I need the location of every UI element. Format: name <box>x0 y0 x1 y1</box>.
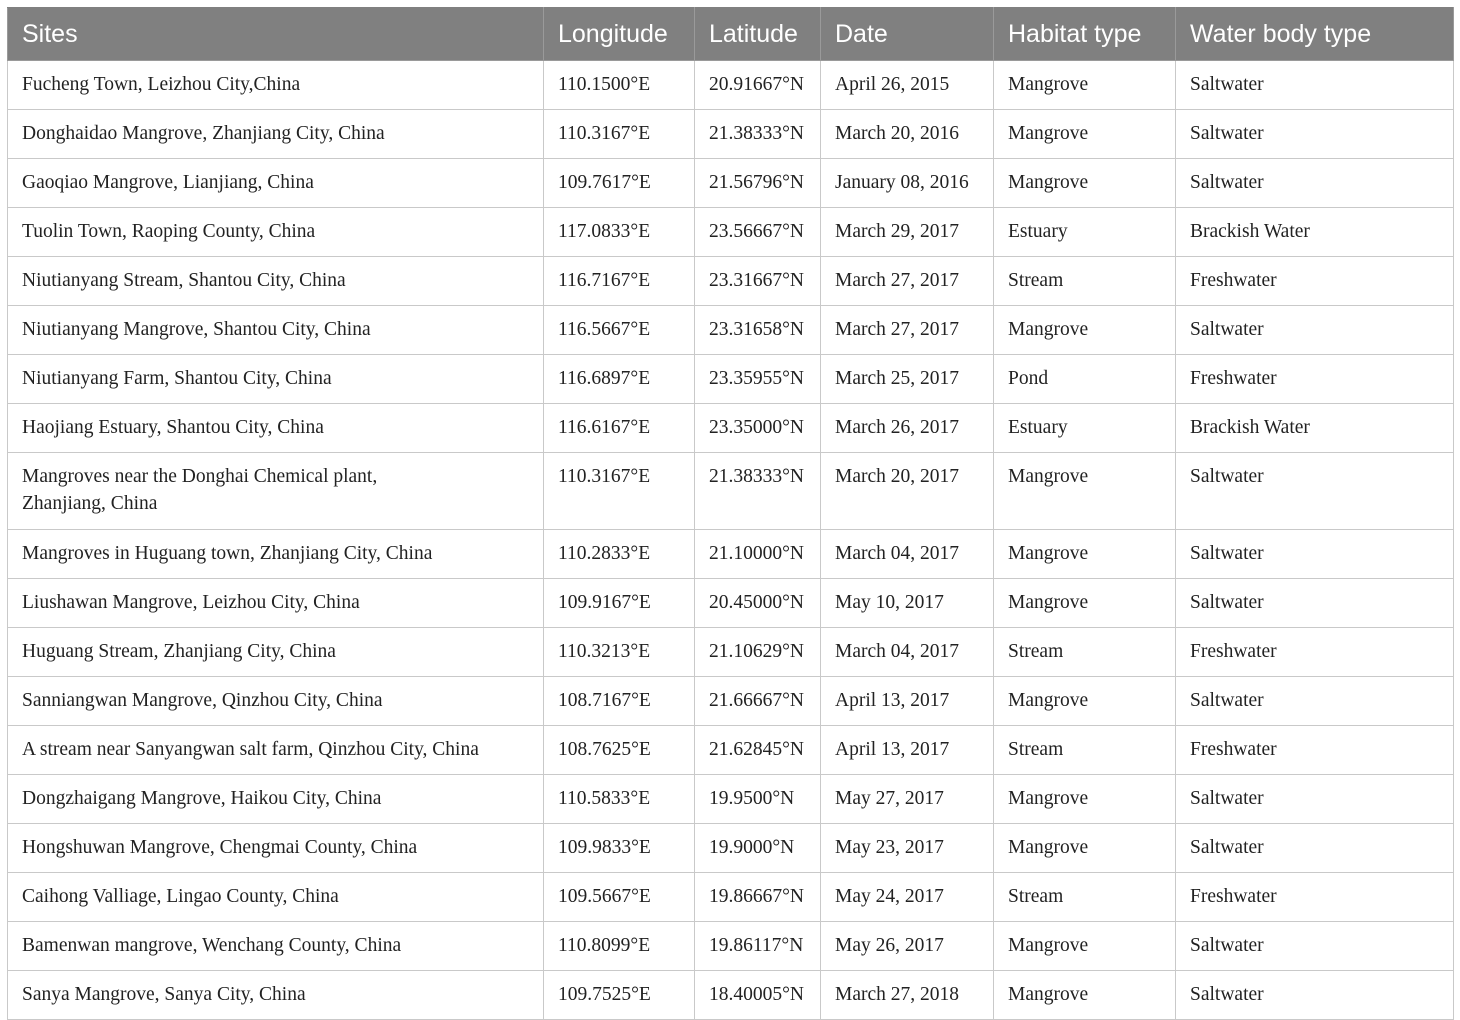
longitude-cell: 116.7167°E <box>544 257 695 306</box>
date-cell: May 26, 2017 <box>821 922 994 971</box>
date-cell: March 04, 2017 <box>821 628 994 677</box>
column-header-latitude: Latitude <box>695 8 821 61</box>
site-cell: Caihong Valliage, Lingao County, China <box>8 873 544 922</box>
latitude-cell: 23.35000°N <box>695 404 821 453</box>
latitude-cell: 20.91667°N <box>695 61 821 110</box>
habitat-type-cell: Mangrove <box>994 61 1176 110</box>
habitat-type-cell: Estuary <box>994 404 1176 453</box>
latitude-cell: 21.10000°N <box>695 530 821 579</box>
longitude-cell: 109.9833°E <box>544 824 695 873</box>
site-cell: Niutianyang Farm, Shantou City, China <box>8 355 544 404</box>
water-body-type-cell: Saltwater <box>1176 677 1454 726</box>
date-cell: March 20, 2017 <box>821 453 994 530</box>
table-row <box>8 579 1454 628</box>
table-row <box>8 824 1454 873</box>
date-cell: March 29, 2017 <box>821 208 994 257</box>
site-cell: Gaoqiao Mangrove, Lianjiang, China <box>8 159 544 208</box>
sites-table <box>7 7 1454 1020</box>
water-body-type-cell: Saltwater <box>1176 110 1454 159</box>
column-header-date: Date <box>821 8 994 61</box>
latitude-cell: 21.38333°N <box>695 453 821 530</box>
water-body-type-cell: Saltwater <box>1176 824 1454 873</box>
site-cell: Huguang Stream, Zhanjiang City, China <box>8 628 544 677</box>
site-cell: Dongzhaigang Mangrove, Haikou City, China <box>8 775 544 824</box>
habitat-type-cell: Estuary <box>994 208 1176 257</box>
water-body-type-cell: Freshwater <box>1176 257 1454 306</box>
water-body-type-cell: Saltwater <box>1176 530 1454 579</box>
longitude-cell: 110.3167°E <box>544 453 695 530</box>
habitat-type-cell: Mangrove <box>994 922 1176 971</box>
table-row <box>8 628 1454 677</box>
table-row <box>8 61 1454 110</box>
water-body-type-cell: Saltwater <box>1176 922 1454 971</box>
table-row <box>8 677 1454 726</box>
latitude-cell: 20.45000°N <box>695 579 821 628</box>
longitude-cell: 108.7625°E <box>544 726 695 775</box>
site-cell: Niutianyang Stream, Shantou City, China <box>8 257 544 306</box>
latitude-cell: 19.86117°N <box>695 922 821 971</box>
longitude-cell: 110.2833°E <box>544 530 695 579</box>
latitude-cell: 21.66667°N <box>695 677 821 726</box>
longitude-cell: 116.6897°E <box>544 355 695 404</box>
longitude-cell: 116.5667°E <box>544 306 695 355</box>
table-row <box>8 159 1454 208</box>
water-body-type-cell: Brackish Water <box>1176 208 1454 257</box>
column-header-habitat-type: Habitat type <box>994 8 1176 61</box>
site-cell: Sanya Mangrove, Sanya City, China <box>8 971 544 1020</box>
habitat-type-cell: Mangrove <box>994 110 1176 159</box>
water-body-type-cell: Saltwater <box>1176 306 1454 355</box>
habitat-type-cell: Mangrove <box>994 824 1176 873</box>
date-cell: March 25, 2017 <box>821 355 994 404</box>
table-row <box>8 208 1454 257</box>
longitude-cell: 117.0833°E <box>544 208 695 257</box>
latitude-cell: 23.35955°N <box>695 355 821 404</box>
date-cell: March 27, 2017 <box>821 306 994 355</box>
date-cell: April 13, 2017 <box>821 726 994 775</box>
table-row <box>8 873 1454 922</box>
latitude-cell: 19.86667°N <box>695 873 821 922</box>
longitude-cell: 110.1500°E <box>544 61 695 110</box>
water-body-type-cell: Saltwater <box>1176 453 1454 530</box>
site-cell: Haojiang Estuary, Shantou City, China <box>8 404 544 453</box>
latitude-cell: 21.62845°N <box>695 726 821 775</box>
habitat-type-cell: Stream <box>994 873 1176 922</box>
site-cell: Donghaidao Mangrove, Zhanjiang City, China <box>8 110 544 159</box>
site-cell: Mangroves in Huguang town, Zhanjiang City, China <box>8 530 544 579</box>
date-cell: March 26, 2017 <box>821 404 994 453</box>
water-body-type-cell: Freshwater <box>1176 628 1454 677</box>
longitude-cell: 116.6167°E <box>544 404 695 453</box>
longitude-cell: 110.8099°E <box>544 922 695 971</box>
latitude-cell: 18.40005°N <box>695 971 821 1020</box>
habitat-type-cell: Pond <box>994 355 1176 404</box>
water-body-type-cell: Saltwater <box>1176 61 1454 110</box>
date-cell: May 10, 2017 <box>821 579 994 628</box>
latitude-cell: 19.9500°N <box>695 775 821 824</box>
date-cell: April 13, 2017 <box>821 677 994 726</box>
date-cell: January 08, 2016 <box>821 159 994 208</box>
column-header-longitude: Longitude <box>544 8 695 61</box>
site-cell: Bamenwan mangrove, Wenchang County, China <box>8 922 544 971</box>
habitat-type-cell: Stream <box>994 628 1176 677</box>
water-body-type-cell: Brackish Water <box>1176 404 1454 453</box>
table-header-row <box>8 8 1454 61</box>
site-cell: Liushawan Mangrove, Leizhou City, China <box>8 579 544 628</box>
column-header-water-body-type: Water body type <box>1176 8 1454 61</box>
latitude-cell: 21.38333°N <box>695 110 821 159</box>
site-cell: A stream near Sanyangwan salt farm, Qinzhou City, China <box>8 726 544 775</box>
water-body-type-cell: Saltwater <box>1176 579 1454 628</box>
water-body-type-cell: Saltwater <box>1176 971 1454 1020</box>
longitude-cell: 109.5667°E <box>544 873 695 922</box>
longitude-cell: 109.7617°E <box>544 159 695 208</box>
table-row <box>8 404 1454 453</box>
habitat-type-cell: Stream <box>994 726 1176 775</box>
habitat-type-cell: Mangrove <box>994 775 1176 824</box>
habitat-type-cell: Mangrove <box>994 677 1176 726</box>
latitude-cell: 19.9000°N <box>695 824 821 873</box>
date-cell: May 27, 2017 <box>821 775 994 824</box>
table-row <box>8 726 1454 775</box>
table-row <box>8 971 1454 1020</box>
date-cell: March 04, 2017 <box>821 530 994 579</box>
date-cell: March 27, 2017 <box>821 257 994 306</box>
site-cell: Mangroves near the Donghai Chemical plant, Zhanjiang, China <box>8 453 544 530</box>
latitude-cell: 23.31667°N <box>695 257 821 306</box>
water-body-type-cell: Saltwater <box>1176 159 1454 208</box>
longitude-cell: 108.7167°E <box>544 677 695 726</box>
table-body <box>8 61 1454 1020</box>
table-row <box>8 775 1454 824</box>
table-row <box>8 306 1454 355</box>
table-row <box>8 257 1454 306</box>
table-row <box>8 355 1454 404</box>
longitude-cell: 110.5833°E <box>544 775 695 824</box>
date-cell: March 27, 2018 <box>821 971 994 1020</box>
habitat-type-cell: Mangrove <box>994 159 1176 208</box>
habitat-type-cell: Mangrove <box>994 306 1176 355</box>
site-cell: Fucheng Town, Leizhou City,China <box>8 61 544 110</box>
water-body-type-cell: Freshwater <box>1176 355 1454 404</box>
site-cell: Sanniangwan Mangrove, Qinzhou City, China <box>8 677 544 726</box>
latitude-cell: 23.56667°N <box>695 208 821 257</box>
table-row <box>8 922 1454 971</box>
column-header-sites: Sites <box>8 8 544 61</box>
date-cell: April 26, 2015 <box>821 61 994 110</box>
table-row <box>8 530 1454 579</box>
site-cell: Niutianyang Mangrove, Shantou City, China <box>8 306 544 355</box>
site-cell: Tuolin Town, Raoping County, China <box>8 208 544 257</box>
date-cell: May 23, 2017 <box>821 824 994 873</box>
latitude-cell: 21.10629°N <box>695 628 821 677</box>
water-body-type-cell: Freshwater <box>1176 873 1454 922</box>
water-body-type-cell: Freshwater <box>1176 726 1454 775</box>
habitat-type-cell: Mangrove <box>994 530 1176 579</box>
water-body-type-cell: Saltwater <box>1176 775 1454 824</box>
habitat-type-cell: Stream <box>994 257 1176 306</box>
table-row <box>8 453 1454 530</box>
habitat-type-cell: Mangrove <box>994 579 1176 628</box>
latitude-cell: 23.31658°N <box>695 306 821 355</box>
habitat-type-cell: Mangrove <box>994 453 1176 530</box>
longitude-cell: 109.7525°E <box>544 971 695 1020</box>
date-cell: May 24, 2017 <box>821 873 994 922</box>
longitude-cell: 110.3213°E <box>544 628 695 677</box>
latitude-cell: 21.56796°N <box>695 159 821 208</box>
site-cell: Hongshuwan Mangrove, Chengmai County, China <box>8 824 544 873</box>
habitat-type-cell: Mangrove <box>994 971 1176 1020</box>
longitude-cell: 110.3167°E <box>544 110 695 159</box>
date-cell: March 20, 2016 <box>821 110 994 159</box>
longitude-cell: 109.9167°E <box>544 579 695 628</box>
table-row <box>8 110 1454 159</box>
